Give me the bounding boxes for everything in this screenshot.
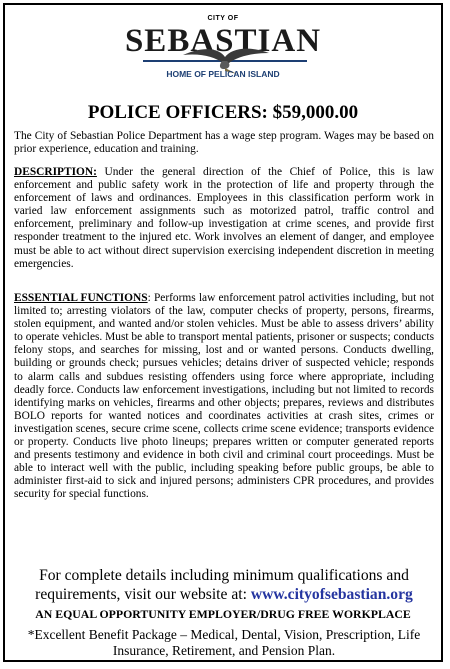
- eeo-statement: AN EQUAL OPPORTUNITY EMPLOYER/DRUG FREE WORKPLACE: [35, 607, 411, 621]
- job-ad: [3, 3, 443, 662]
- website-link[interactable]: www.cityofsebastian.org: [250, 586, 413, 603]
- description-paragraph: [14, 166, 434, 271]
- logo-city-of: CITY OF: [207, 15, 239, 22]
- essential-functions-label: ESSENTIAL FUNCTIONS: [14, 292, 148, 304]
- description-label: DESCRIPTION:: [14, 166, 97, 178]
- intro-paragraph: The City of Sebastian Police Department has a wage step program. Wages may be based on prior experience, education and training.: [14, 130, 434, 156]
- essential-functions-paragraph: [14, 292, 434, 502]
- city-logo: [5, 11, 441, 91]
- description-text: Under the general direction of the Chief of Police, this is law enforcement and public safety work in the protection of life and property through the enforcement of laws and ordinances. Employees in this classification perform work in varied law enforcement assignments such as motorized patrol, traffic control and enforcement, preliminary and follow-up investigation at crime scenes, and provide first responder treatment to the injured etc. Work involves an element of danger, and employee must be able to act without direct supervision exercising independent discretion in meeting emergencies.: [14, 166, 434, 270]
- contact-text: For complete details including minimum qualifications and requirements, visit our website at:: [35, 567, 409, 603]
- contact-info: [13, 566, 435, 604]
- logo-tagline: HOME OF PELICAN ISLAND: [166, 69, 280, 79]
- essential-functions-text: : Performs law enforcement patrol activities including, but not limited to; arresting violators of the law, computer checks of property, persons, firearms, stolen equipment, and wanted and/or stolen vehicles. Must be able to assess drivers’ ability to operate vehicles. Must be able to transport mental patients, prisoner or suspects; conducts felony stops, and searches for missing, lost and or wanted persons. Conducts dwelling, building or grounds check; pursues vehicles; detains driver of suspected vehicle; responds to alarm calls and subdues resisting offenders using force where appropriate, including deadly force. Conducts law enforcement investigations, including but not limited to records identifying marks on vehicles, firearms and other objects; prepares, reviews and distributes BOLO reports for wanted notices and coordinates activities at crash sites, crimes or investigation scenes, secure crime scene, collects crime scene evidence; transports evidence or property. Conducts live photo lineups; prepares written or computer generated reports and presents testimony and evidence in both civil and criminal court proceedings. Must be able to interact well with the public, including speaking before public groups, be able to administer first-aid to sick and injured persons; administers CPR procedures, and provides security for special functions.: [14, 292, 435, 501]
- job-title: POLICE OFFICERS: $59,000.00: [87, 102, 359, 123]
- benefits-note: *Excellent Benefit Package – Medical, Dental, Vision, Prescription, Life Insurance, Retirement, and Pension Plan.: [27, 627, 421, 658]
- logo-city-name: SEBASTIAN: [124, 23, 322, 59]
